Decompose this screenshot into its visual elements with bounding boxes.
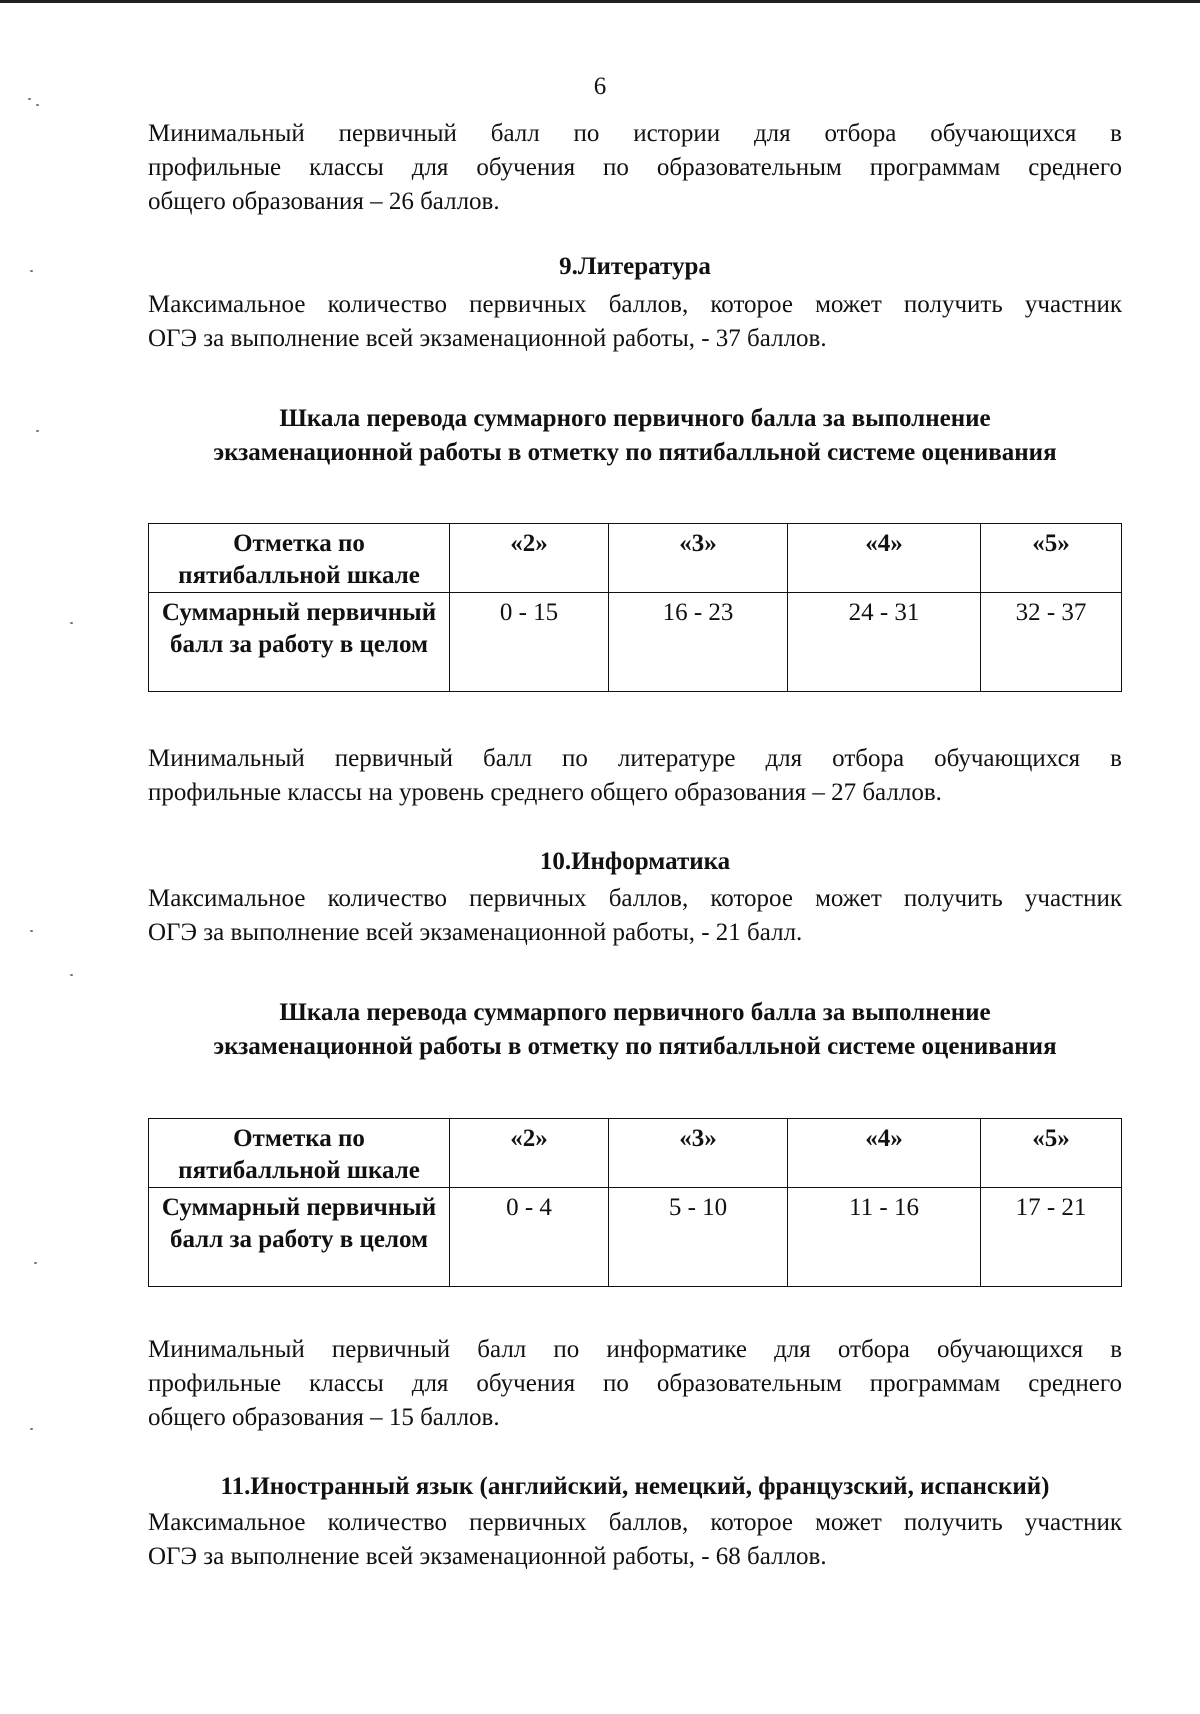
scan-speck [36,430,39,432]
table-row [149,1119,1122,1188]
literature-min-paragraph [148,742,1122,810]
range-cell: 0 - 15 [450,593,609,692]
grade-cell: «4» [788,1119,981,1188]
text-line: Минимальный первичный балл по информатике для отбора обучающихся в [148,1336,1122,1363]
scan-speck [30,930,33,932]
text-line: Минимальный первичный балл по истории для отбора обучающихся в [148,120,1122,147]
scan-speck [34,1262,37,1264]
grade-cell: «3» [609,524,788,593]
table-row-header: Отметка по пятибалльной шкале [149,1119,450,1188]
literature-scale-title [148,402,1122,470]
table-row-header: Суммарный первичный балл за работу в целом [149,593,450,692]
range-cell: 32 - 37 [981,593,1122,692]
informatics-scale-title [148,996,1122,1064]
scan-speck [70,622,73,624]
informatics-heading: 10.Информатика [539,848,731,875]
scan-speck [30,1428,33,1430]
range-cell: 17 - 21 [981,1188,1122,1287]
scan-speck [70,974,73,976]
range-cell: 0 - 4 [450,1188,609,1287]
informatics-max-paragraph [148,882,1122,950]
text-line: ОГЭ за выполнение всей экзаменационной работы, - 37 баллов. [148,325,827,352]
text-line: Шкала перевода суммарного первичного балла за выполнение [279,405,991,432]
text-line: профильные классы для обучения по образовательным программам среднего [148,1370,1122,1397]
grade-cell: «5» [981,524,1122,593]
grade-cell: «2» [450,1119,609,1188]
grade-cell: «2» [450,524,609,593]
history-min-paragraph [148,117,1122,219]
text-line: Максимальное количество первичных баллов, которое может получить участник [148,291,1122,318]
text-line: ОГЭ за выполнение всей экзаменационной работы, - 68 баллов. [148,1543,827,1570]
text-line: Минимальный первичный балл по литературе для отбора обучающихся в [148,745,1122,772]
text-line: профильные классы для обучения по образовательным программам среднего [148,154,1122,181]
literature-heading: 9.Литература [559,253,711,280]
foreign-language-heading: 11.Иностранный язык (английский, немецкий, французский, испанский) [220,1473,1050,1500]
range-cell: 16 - 23 [609,593,788,692]
range-cell: 11 - 16 [788,1188,981,1287]
informatics-scale-table [148,1118,1122,1287]
range-cell: 5 - 10 [609,1188,788,1287]
text-line: Шкала перевода суммарпого первичного балла за выполнение [279,999,991,1026]
range-cell: 24 - 31 [788,593,981,692]
text-line: Максимальное количество первичных баллов, которое может получить участник [148,885,1122,912]
grade-cell: «3» [609,1119,788,1188]
text-line: общего образования – 15 баллов. [148,1404,500,1431]
foreign-language-max-paragraph [148,1506,1122,1574]
table-row [149,593,1122,692]
scan-top-edge [0,0,1200,3]
text-line: общего образования – 26 баллов. [148,188,500,215]
table-row [149,524,1122,593]
text-line: Максимальное количество первичных баллов, которое может получить участник [148,1509,1122,1536]
text-line: экзаменационной работы в отметку по пятибалльной системе оценивания [213,439,1057,466]
literature-scale-table [148,523,1122,692]
scan-speck [28,98,31,100]
text-line: экзаменационной работы в отметку по пятибалльной системе оценивания [213,1033,1057,1060]
scan-speck [36,104,39,106]
table-row-header: Суммарный первичный балл за работу в целом [149,1188,450,1287]
text-line: ОГЭ за выполнение всей экзаменационной работы, - 21 балл. [148,919,803,946]
page-number: 6 [593,73,607,100]
text-line: профильные классы на уровень среднего общего образования – 27 баллов. [148,779,942,806]
table-row-header: Отметка по пятибалльной шкале [149,524,450,593]
informatics-min-paragraph [148,1333,1122,1435]
literature-max-paragraph [148,288,1122,356]
table-row [149,1188,1122,1287]
scan-speck [30,270,33,272]
grade-cell: «5» [981,1119,1122,1188]
grade-cell: «4» [788,524,981,593]
